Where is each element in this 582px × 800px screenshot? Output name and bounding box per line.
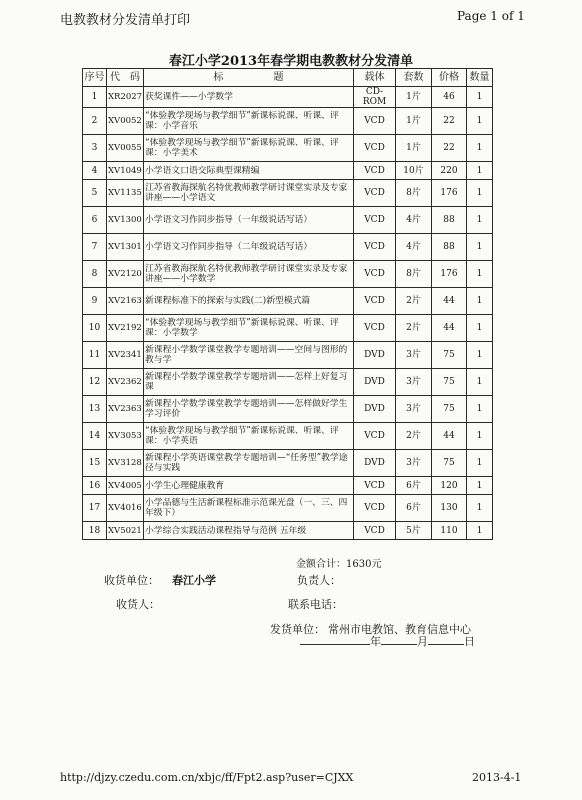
cell-media: VCD xyxy=(354,234,396,261)
cell-media: DVD xyxy=(354,342,396,369)
total-amount: 金额合计：1630元 xyxy=(296,559,382,570)
cell-qty: 1 xyxy=(467,261,493,288)
cell-code: XV0052 xyxy=(107,108,144,135)
cell-media: VCD xyxy=(354,135,396,162)
cell-sets: 2片 xyxy=(396,423,432,450)
cell-sets: 3片 xyxy=(396,369,432,396)
table-row xyxy=(83,495,493,522)
cell-title: 小学语文习作同步指导（二年级说话写话） xyxy=(144,234,354,261)
cell-media: VCD xyxy=(354,495,396,522)
cell-price: 22 xyxy=(432,108,467,135)
table-row xyxy=(83,288,493,315)
cell-code: XV2363 xyxy=(107,396,144,423)
table-row xyxy=(83,342,493,369)
cell-sets: 2片 xyxy=(396,288,432,315)
cell-no: 17 xyxy=(83,495,107,522)
cell-media: CD-ROM xyxy=(354,87,396,108)
table-row xyxy=(83,477,493,495)
cell-code: XV4005 xyxy=(107,477,144,495)
cell-sets: 3片 xyxy=(396,450,432,477)
cell-title: 小学生心理健康教育 xyxy=(144,477,354,495)
cell-title: “体验教学现场与教学细节”新课标说课、听课、评课：小学音乐 xyxy=(144,108,354,135)
cell-qty: 1 xyxy=(467,180,493,207)
footer-date: 2013-4-1 xyxy=(472,771,522,784)
col-header-title: 标 题 xyxy=(144,69,354,87)
cell-qty: 1 xyxy=(467,315,493,342)
cell-code: XV2192 xyxy=(107,315,144,342)
cell-media: VCD xyxy=(354,162,396,180)
day-blank xyxy=(428,634,464,645)
cell-title: 新课程小学英语课堂教学专题培训—“任务型”教学途径与实践 xyxy=(144,450,354,477)
cell-qty: 1 xyxy=(467,288,493,315)
distribution-table xyxy=(82,68,493,540)
cell-price: 88 xyxy=(432,207,467,234)
receiver-label: 收货人： xyxy=(116,598,160,611)
cell-qty: 1 xyxy=(467,369,493,396)
cell-code: XV1300 xyxy=(107,207,144,234)
page-number: Page 1 of 1 xyxy=(457,9,525,23)
cell-qty: 1 xyxy=(467,450,493,477)
cell-title: “体验教学现场与教学细节”新课标说课、听课、评课：小学英语 xyxy=(144,423,354,450)
cell-sets: 6片 xyxy=(396,477,432,495)
footer-url: http://djzy.czedu.com.cn/xbjc/ff/Fpt2.asp?user=CJXX xyxy=(60,771,354,784)
cell-title: 江苏省教海探航名特优教师教学研讨课堂实录及专家讲座——小学语文 xyxy=(144,180,354,207)
cell-title: 江苏省教海探航名特优教师教学研讨课堂实录及专家讲座——小学数学 xyxy=(144,261,354,288)
table-row xyxy=(83,180,493,207)
cell-qty: 1 xyxy=(467,477,493,495)
cell-price: 120 xyxy=(432,477,467,495)
cell-no: 4 xyxy=(83,162,107,180)
cell-qty: 1 xyxy=(467,135,493,162)
cell-title: 新课程小学数学课堂教学专题培训——空间与图形的教与学 xyxy=(144,342,354,369)
cell-qty: 1 xyxy=(467,423,493,450)
cell-code: XV2163 xyxy=(107,288,144,315)
cell-no: 12 xyxy=(83,369,107,396)
cell-media: DVD xyxy=(354,369,396,396)
cell-code: XV2341 xyxy=(107,342,144,369)
year-label: 年 xyxy=(370,635,381,648)
document-title: 春江小学2013年春学期电教教材分发清单 xyxy=(168,54,414,69)
responsible-person-label: 负责人： xyxy=(297,574,341,587)
table-row xyxy=(83,207,493,234)
sender-unit-label: 发货单位： xyxy=(270,623,325,636)
cell-sets: 4片 xyxy=(396,207,432,234)
phone-label: 联系电话： xyxy=(288,598,343,611)
cell-media: VCD xyxy=(354,108,396,135)
cell-price: 75 xyxy=(432,396,467,423)
cell-price: 130 xyxy=(432,495,467,522)
cell-qty: 1 xyxy=(467,207,493,234)
cell-code: XV2120 xyxy=(107,261,144,288)
cell-no: 1 xyxy=(83,87,107,108)
cell-code: XV3053 xyxy=(107,423,144,450)
cell-price: 176 xyxy=(432,180,467,207)
cell-code: XV1049 xyxy=(107,162,144,180)
table-row xyxy=(83,423,493,450)
year-blank xyxy=(300,634,370,645)
table-row xyxy=(83,369,493,396)
cell-no: 18 xyxy=(83,522,107,540)
cell-media: DVD xyxy=(354,450,396,477)
cell-sets: 5片 xyxy=(396,522,432,540)
month-blank xyxy=(381,634,417,645)
cell-qty: 1 xyxy=(467,396,493,423)
table-row xyxy=(83,396,493,423)
cell-title: 小学语文口语交际典型课精编 xyxy=(144,162,354,180)
table-row xyxy=(83,450,493,477)
col-header-qty: 数量 xyxy=(467,69,493,87)
table-row xyxy=(83,87,493,108)
cell-sets: 6片 xyxy=(396,495,432,522)
table-row xyxy=(83,162,493,180)
cell-code: XV1135 xyxy=(107,180,144,207)
recipient-unit-value: 春江小学 xyxy=(172,574,216,587)
col-header-media: 载体 xyxy=(354,69,396,87)
table-row xyxy=(83,135,493,162)
cell-title: “体验教学现场与教学细节”新课标说课、听课、评课：小学数学 xyxy=(144,315,354,342)
col-header-price: 价格 xyxy=(432,69,467,87)
cell-price: 75 xyxy=(432,342,467,369)
cell-price: 46 xyxy=(432,87,467,108)
cell-sets: 1片 xyxy=(396,135,432,162)
cell-title: 新课程小学数学课堂教学专题培训——怎样做好学生学习评价 xyxy=(144,396,354,423)
recipient-unit-label: 收货单位： xyxy=(104,574,159,587)
cell-sets: 3片 xyxy=(396,342,432,369)
cell-price: 110 xyxy=(432,522,467,540)
cell-sets: 10片 xyxy=(396,162,432,180)
cell-qty: 1 xyxy=(467,522,493,540)
col-header-code: 代 码 xyxy=(107,69,144,87)
cell-price: 22 xyxy=(432,135,467,162)
cell-title: 获奖课件——小学数学 xyxy=(144,87,354,108)
cell-media: DVD xyxy=(354,396,396,423)
cell-qty: 1 xyxy=(467,162,493,180)
cell-no: 15 xyxy=(83,450,107,477)
cell-sets: 2片 xyxy=(396,315,432,342)
cell-price: 75 xyxy=(432,450,467,477)
cell-price: 44 xyxy=(432,288,467,315)
cell-no: 11 xyxy=(83,342,107,369)
cell-no: 16 xyxy=(83,477,107,495)
cell-price: 44 xyxy=(432,423,467,450)
cell-title: 小学语文习作同步指导（一年级说话写话） xyxy=(144,207,354,234)
cell-title: 小学品德与生活新课程标准示范课光盘（一、三、四年级下） xyxy=(144,495,354,522)
cell-media: VCD xyxy=(354,207,396,234)
cell-sets: 1片 xyxy=(396,87,432,108)
cell-sets: 1片 xyxy=(396,108,432,135)
cell-no: 14 xyxy=(83,423,107,450)
cell-no: 7 xyxy=(83,234,107,261)
cell-price: 88 xyxy=(432,234,467,261)
cell-media: VCD xyxy=(354,288,396,315)
cell-title: 新课程标准下的探索与实践(二)新型模式篇 xyxy=(144,288,354,315)
cell-qty: 1 xyxy=(467,108,493,135)
date-signature-line xyxy=(300,633,475,649)
cell-media: VCD xyxy=(354,180,396,207)
cell-price: 176 xyxy=(432,261,467,288)
cell-title: 小学综合实践活动课程指导与范例 五年级 xyxy=(144,522,354,540)
cell-no: 13 xyxy=(83,396,107,423)
cell-title: “体验教学现场与教学细节”新课标说课、听课、评课：小学美术 xyxy=(144,135,354,162)
cell-code: XV4016 xyxy=(107,495,144,522)
cell-media: VCD xyxy=(354,477,396,495)
col-header-no: 序号 xyxy=(83,69,107,87)
cell-sets: 8片 xyxy=(396,261,432,288)
cell-no: 3 xyxy=(83,135,107,162)
cell-sets: 4片 xyxy=(396,234,432,261)
col-header-sets: 套数 xyxy=(396,69,432,87)
cell-no: 2 xyxy=(83,108,107,135)
cell-no: 10 xyxy=(83,315,107,342)
cell-no: 6 xyxy=(83,207,107,234)
cell-sets: 8片 xyxy=(396,180,432,207)
cell-media: VCD xyxy=(354,261,396,288)
cell-media: VCD xyxy=(354,522,396,540)
cell-code: XV3128 xyxy=(107,450,144,477)
cell-sets: 3片 xyxy=(396,396,432,423)
cell-no: 5 xyxy=(83,180,107,207)
table-header-row xyxy=(83,69,493,87)
cell-media: VCD xyxy=(354,423,396,450)
cell-price: 75 xyxy=(432,369,467,396)
cell-code: XR2027 xyxy=(107,87,144,108)
cell-price: 44 xyxy=(432,315,467,342)
cell-no: 9 xyxy=(83,288,107,315)
table-row xyxy=(83,108,493,135)
month-label: 月 xyxy=(417,635,428,648)
cell-price: 220 xyxy=(432,162,467,180)
cell-qty: 1 xyxy=(467,342,493,369)
cell-code: XV2362 xyxy=(107,369,144,396)
cell-code: XV5021 xyxy=(107,522,144,540)
cell-no: 8 xyxy=(83,261,107,288)
cell-code: XV1301 xyxy=(107,234,144,261)
sender-unit-value: 常州市电教馆、教育信息中心 xyxy=(328,623,471,636)
day-label: 日 xyxy=(464,635,475,648)
cell-qty: 1 xyxy=(467,495,493,522)
cell-qty: 1 xyxy=(467,87,493,108)
cell-media: VCD xyxy=(354,315,396,342)
table-row xyxy=(83,315,493,342)
cell-qty: 1 xyxy=(467,234,493,261)
cell-code: XV0055 xyxy=(107,135,144,162)
cell-title: 新课程小学数学课堂教学专题培训——怎样上好复习课 xyxy=(144,369,354,396)
print-header-title: 电教教材分发清单打印 xyxy=(60,13,191,28)
table-row xyxy=(83,261,493,288)
table-row xyxy=(83,522,493,540)
table-row xyxy=(83,234,493,261)
